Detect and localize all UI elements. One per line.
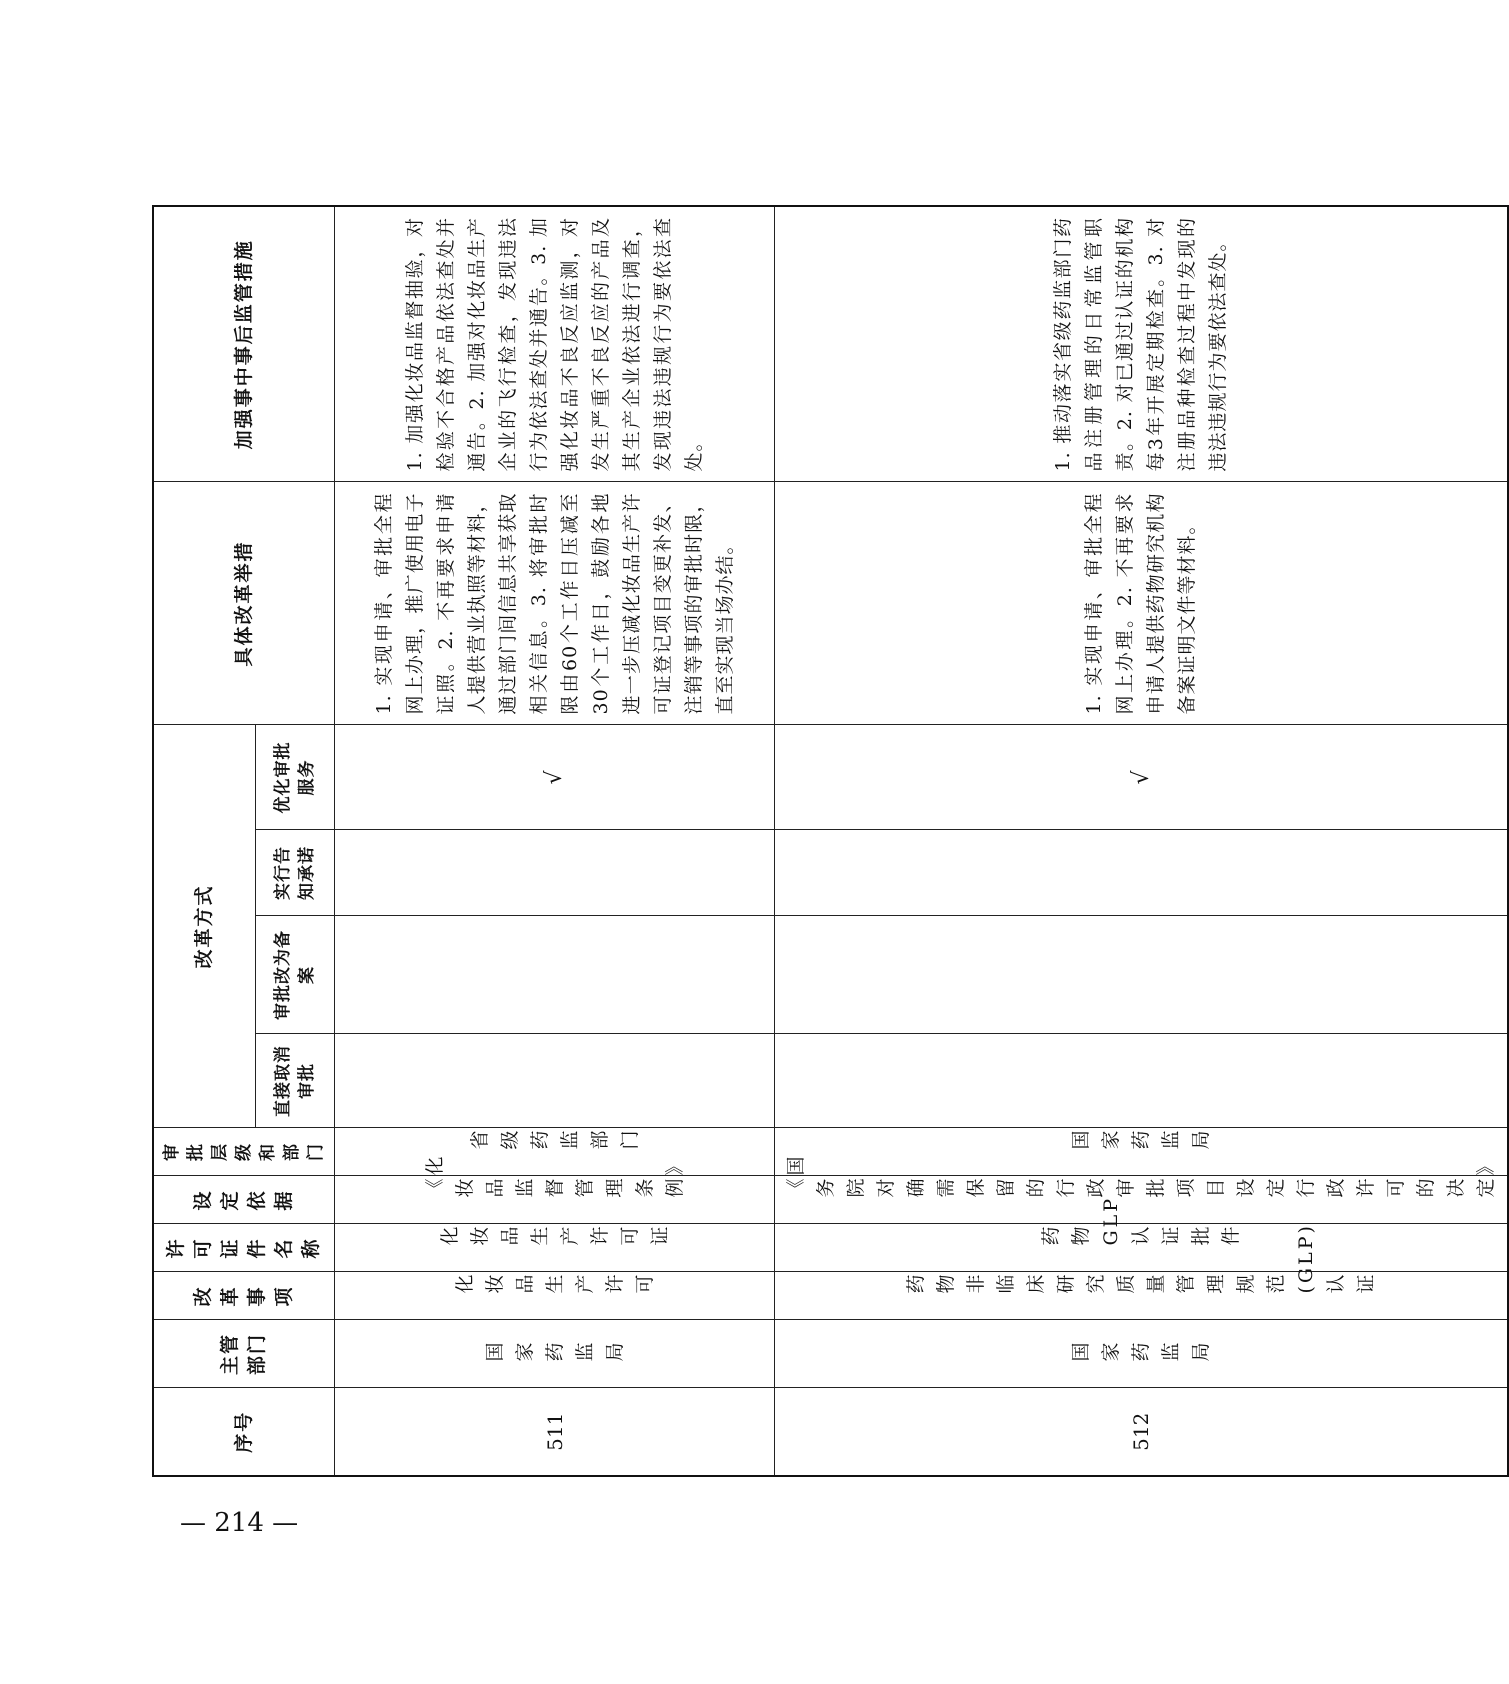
header-mode-cancel: 直接取消审批 <box>255 1034 334 1128</box>
row-mode-promise <box>335 830 775 916</box>
header-reform-mode: 改革方式 <box>153 725 255 1128</box>
header-item: 改革事项 <box>153 1272 335 1320</box>
row-level: 国家药监局 <box>775 1128 1509 1176</box>
row-seq: 511 <box>335 1388 775 1476</box>
header-basis: 设定依据 <box>153 1176 335 1224</box>
header-dept: 主管部门 <box>153 1320 335 1388</box>
row-basis: 《化妆品监督管理条例》 <box>335 1176 775 1224</box>
row-license: 化妆品生产许可证 <box>335 1224 775 1272</box>
header-license: 许可证件名称 <box>153 1224 335 1272</box>
row-mode-optimize: √ <box>335 725 775 830</box>
table-row <box>775 206 1509 1476</box>
row-mode-cancel <box>775 1034 1509 1128</box>
reform-table <box>152 205 1509 1477</box>
row-item: 药物非临床研究质量管理规范(GLP)认证 <box>775 1272 1509 1320</box>
header-level: 审批层级和部门 <box>153 1128 335 1176</box>
row-mode-record <box>775 916 1509 1034</box>
row-mode-cancel <box>335 1034 775 1128</box>
row-license: 药物GLP认证批件 <box>775 1224 1509 1272</box>
header-row <box>153 206 255 1476</box>
header-measures: 具体改革举措 <box>153 482 335 725</box>
row-measures: 1. 实现申请、审批全程网上办理，推广使用电子证照。2. 不再要求申请人提供营业执照等材料，通过部门间信息共享获取相关信息。3. 将审批时限由60个工作日压减至30个工作日，鼓励各地进一步压减化妆品生产许可证登记项目变更补发、注销等事项的审批时限，直至实现当场办结。 <box>335 482 775 725</box>
row-mode-optimize: √ <box>775 725 1509 830</box>
row-supervision: 1. 加强化妆品监督抽验，对检验不合格产品依法查处并通告。2. 加强对化妆品生产企业的飞行检查，发现违法行为依法查处并通告。3. 加强化妆品不良反应监测，对发生严重不良反应的产品及其生产企业依法进行调查，发现违法违规行为要依法查处。 <box>335 206 775 482</box>
row-item: 化妆品生产许可 <box>335 1272 775 1320</box>
row-seq: 512 <box>775 1388 1509 1476</box>
header-supervision: 加强事中事后监管措施 <box>153 206 335 482</box>
row-mode-promise <box>775 830 1509 916</box>
row-basis: 《国务院对确需保留的行政审批项目设定行政许可的决定》 <box>775 1176 1509 1224</box>
table-row <box>335 206 775 1476</box>
row-dept: 国家药监局 <box>335 1320 775 1388</box>
header-seq: 序号 <box>153 1388 335 1476</box>
row-mode-record <box>335 916 775 1034</box>
header-mode-optimize: 优化审批服务 <box>255 725 334 830</box>
row-dept: 国家药监局 <box>775 1320 1509 1388</box>
page-number: — 214 — <box>180 1508 299 1538</box>
row-level: 省级药监部门 <box>335 1128 775 1176</box>
rotated-table-container <box>152 207 1497 1477</box>
row-supervision: 1. 推动落实省级药监部门药品注册管理的日常监管职责。2. 对已通过认证的机构每3年开展定期检查。3. 对注册品种检查过程中发现的违法违规行为要依法查处。 <box>775 206 1509 482</box>
row-measures: 1. 实现申请、审批全程网上办理。2. 不再要求申请人提供药物研究机构备案证明文件等材料。 <box>775 482 1509 725</box>
header-mode-record: 审批改为备案 <box>255 916 334 1034</box>
header-mode-promise: 实行告知承诺 <box>255 830 334 916</box>
